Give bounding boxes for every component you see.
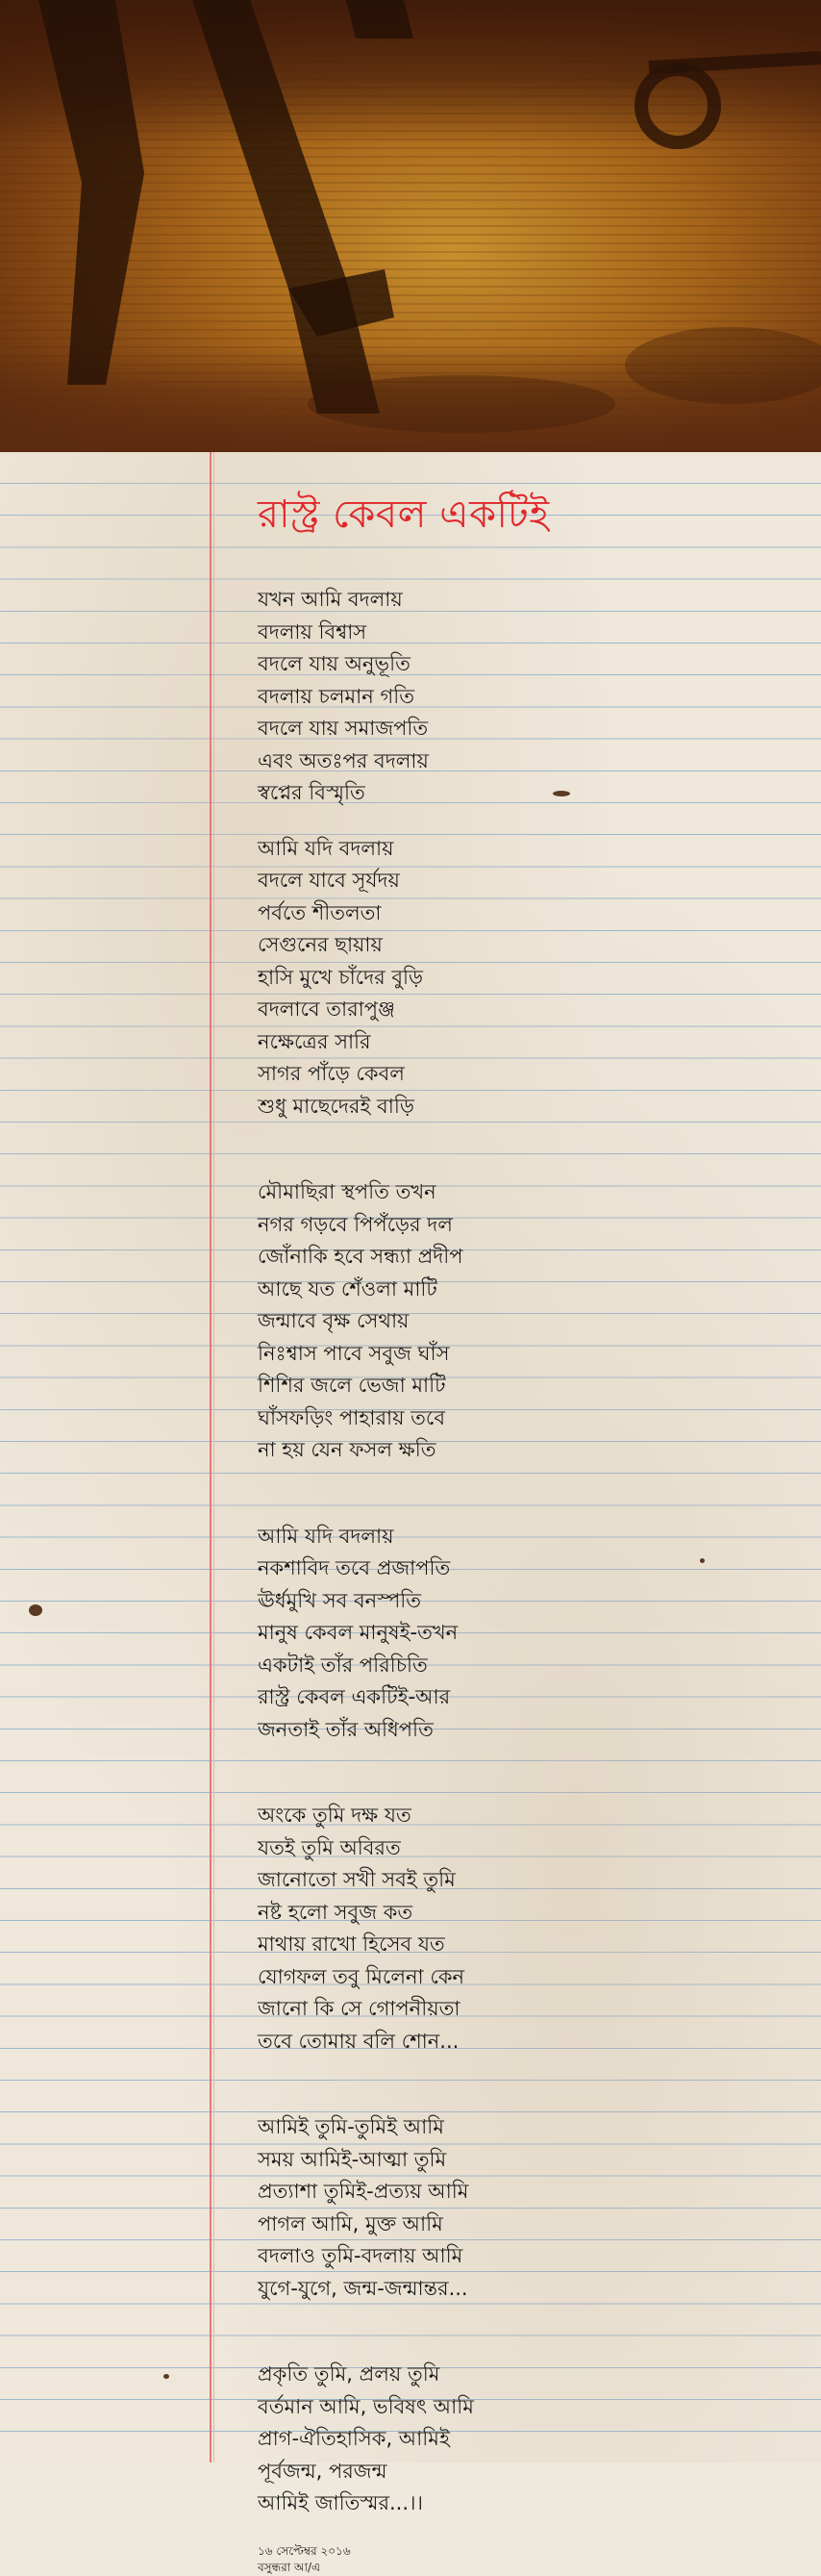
poem-line: শুধু মাছেদেরই বাড়ি xyxy=(258,1094,414,1118)
poem-line: না হয় যেন ফসল ক্ষতি xyxy=(258,1438,436,1461)
margin-line xyxy=(210,452,211,2462)
poem-line: মাথায় রাখো হিসেব যত xyxy=(258,1932,445,1956)
poem-date: ১৬ সেপ্টেম্বর ২০১৬ xyxy=(258,2543,351,2558)
poem-line: বদলে যাবে সূর্যদয় xyxy=(258,869,400,892)
poem-line: যতই তুমি অবিরত xyxy=(258,1835,401,1859)
poem-line: আছে যত শেঁওলা মাটি xyxy=(258,1276,437,1301)
poem-line: ঘাঁসফড়িং পাহারায় তবে xyxy=(258,1405,446,1429)
poem-line: নগর গড়বে পিপঁড়ের দল xyxy=(258,1212,453,1236)
poem-title: রাস্ট্র কেবল একটিই xyxy=(258,492,550,537)
poem-line: পাগল আমি, মুক্ত আমি xyxy=(258,2211,443,2235)
poem-line: প্রত্যাশা তুমিই-প্রত্যয় আমি xyxy=(258,2180,469,2203)
poem-line: অংকে তুমি দক্ষ যত xyxy=(258,1804,411,1827)
poem-line: আমিই জাতিস্মর...।। xyxy=(258,2491,424,2514)
poem-line: হাসি মুখে চাঁদের বুড়ি xyxy=(258,965,424,989)
poem-line: মৌমাছিরা স্থপতি তখন xyxy=(258,1180,436,1203)
poem-line: আমি যদি বদলায় xyxy=(258,836,394,860)
poem-place: বসুন্ধরা আ/এ xyxy=(258,2560,321,2574)
poem-line: রাস্ট্র কেবল একটিই-আর xyxy=(258,1685,451,1708)
poem-line: নষ্ট হলো সবুজ কত xyxy=(258,1900,413,1924)
poem-line: যোগফল তবু মিলেনা কেন xyxy=(258,1964,465,1988)
poem-line: সেগুনের ছায়ায় xyxy=(258,933,383,956)
poem-line: জোঁনাকি হবে সন্ধ্যা প্রদীপ xyxy=(258,1245,463,1268)
paper-stain xyxy=(29,1604,42,1616)
poem-line: এবং অতঃপর বদলায় xyxy=(258,748,429,772)
poem-line: নক্ষেত্রের সারি xyxy=(258,1029,371,1053)
poem xyxy=(258,486,796,2576)
poem-line: পর্বতে শীতলতা xyxy=(258,900,382,924)
poem-line: শিশির জলে ভেজা মাটি xyxy=(258,1374,446,1397)
poem-line: নকশাবিদ তবে প্রজাপতি xyxy=(258,1556,451,1579)
poem-line: বদলায় চলমান গতি xyxy=(258,684,414,708)
poem-line: পূর্বজন্ম, পরজন্ম xyxy=(258,2459,387,2483)
poem-line: আমি যদি বদলায় xyxy=(258,1524,394,1548)
margin-line-shadow xyxy=(213,452,214,2462)
poem-line: সময় আমিই-আত্মা তুমি xyxy=(258,2147,447,2171)
poem-footer xyxy=(258,2543,796,2576)
poem-line: নিঃশ্বাস পাবে সবুজ ঘাঁস xyxy=(258,1341,450,1365)
poem-line: যখন আমি বদলায় xyxy=(258,588,403,611)
letter-shadow-graphic xyxy=(0,0,821,452)
stanza xyxy=(258,584,796,810)
poem-line: মানুষ কেবল মানুষই-তখন xyxy=(258,1621,459,1644)
header-photo xyxy=(0,0,821,452)
poem-line: প্রাগ-ঐতিহাসিক, আমিই xyxy=(258,2427,450,2450)
poem-line: ঊর্ধমুখি সব বনস্পতি xyxy=(258,1588,422,1612)
stanza xyxy=(258,1800,796,2058)
poem-line: তবে তোমায় বলি শোন... xyxy=(258,2029,460,2053)
stanza xyxy=(258,1521,796,1747)
poem-line: বদলে যায় সমাজপতি xyxy=(258,717,429,740)
poem-line: প্রকৃতি তুমি, প্রলয় তুমি xyxy=(258,2362,440,2386)
poem-line: একটাই তাঁর পরিচিতি xyxy=(258,1653,428,1677)
stanza xyxy=(258,2359,796,2520)
stanza xyxy=(258,2111,796,2305)
poem-line: জন্মাবে বৃক্ষ সেথায় xyxy=(258,1309,410,1332)
poem-line: সাগর পাঁড়ে কেবল xyxy=(258,1062,405,1085)
paper-stain xyxy=(163,2374,169,2379)
poem-line: জানোতো সখী সবই তুমি xyxy=(258,1868,456,1891)
poem-line: বদলাও তুমি-বদলায় আমি xyxy=(258,2244,463,2267)
poem-line: বদলে যায় অনুভূতি xyxy=(258,652,410,675)
poem-line: বদলাবে তারাপুঞ্জ xyxy=(258,998,395,1021)
poem-line: যুগে-যুগে, জন্ম-জন্মান্তর... xyxy=(258,2276,468,2300)
poem-line: বদলায় বিশ্বাস xyxy=(258,619,367,644)
poem-line: জানো কি সে গোপনীয়তা xyxy=(258,1997,460,2020)
stanza xyxy=(258,1176,796,1467)
poem-line: জনতাই তাঁর অধিপতি xyxy=(258,1717,434,1741)
stanza xyxy=(258,833,796,1124)
poem-line: স্বপ্নের বিস্মৃতি xyxy=(258,781,365,804)
poem-line: আমিই তুমি-তুমিই আমি xyxy=(258,2115,444,2138)
poem-line: বর্তমান আমি, ভবিষৎ আমি xyxy=(258,2394,474,2418)
